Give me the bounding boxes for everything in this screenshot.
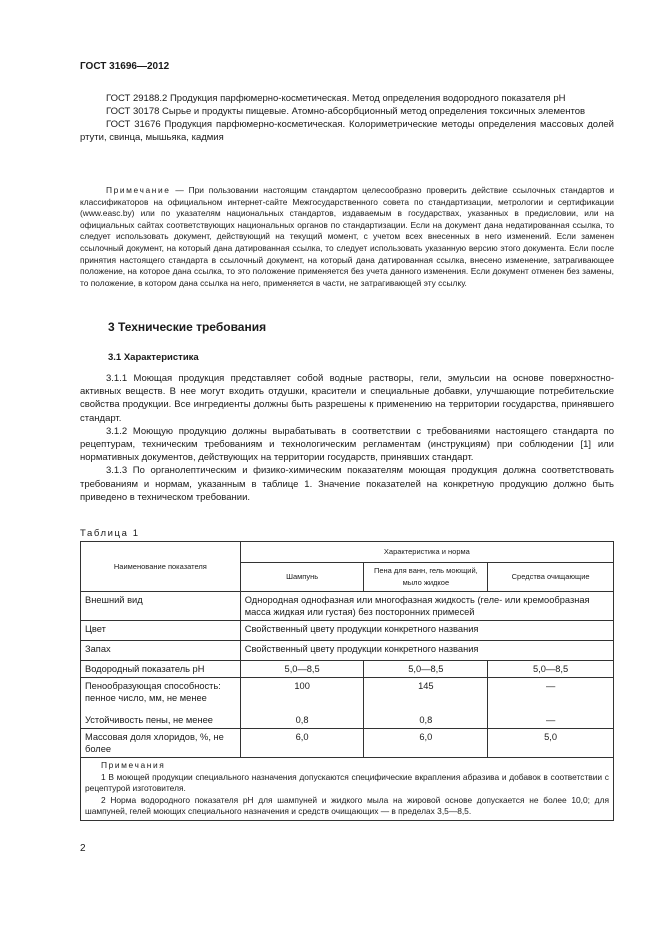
subsection-title: 3.1 Характеристика <box>108 352 199 363</box>
row-value: 5,0—8,5 <box>240 661 364 678</box>
header-foam: Пена для ванн, гель моющий, мыло жидкое <box>364 563 488 592</box>
row-value: Свойственный цвету продукции конкретного названия <box>240 621 613 641</box>
row-name: Запах <box>81 641 241 661</box>
table-row <box>81 661 614 678</box>
row-name: Устойчивость пены, не менее <box>85 715 213 725</box>
note-label: Примечание <box>106 185 171 195</box>
table-row <box>81 621 614 641</box>
row-value: 145 <box>418 681 434 691</box>
paragraph: 3.1.2 Моющую продукцию должны вырабатывать в соответствии с требованиями настоящего стандарта по рецептурам, техническим требованиям и технологическим регламентам (инструкциям) при соблюдении [1] или нормативных документов, действующих на территории государств, принявших стандарт. <box>80 425 614 464</box>
row-value: Свойственный цвету продукции конкретного названия <box>240 641 613 661</box>
reference-item: ГОСТ 29188.2 Продукция парфюмерно-косметическая. Метод определения водородного показателя рН <box>106 93 566 104</box>
row-value: 0,8 <box>419 715 433 725</box>
note-text: — При пользовании настоящим стандартом целесообразно проверить действие ссылочных стандартов и классификаторов на официальном интернет-сайте Межгосударственного совета по стандартизации, метрологии и сертификации (www.easc.by) или по указателям национальных стандартов, издаваемым в государствах, указанных в предисловии, или на официальных сайтах соответствующих национальных органов по стандартизации. Если на документ дана недатированная ссылка, то следует использовать документ, действующий на текущий момент, с учетом всех внесенных в него изменений. Если заменен ссылочный документ, на который дана датированная ссылка, то следует использовать указанную версию этого документа. Если после принятия настоящего стандарта в ссылочный документ, на который дана датированная ссылка, внесено изменение, затрагивающее положение, на которое дана ссылка, то это положение применяется без учета данного изменения. Если документ отменен без замены, то положение, в котором дана ссылка на него, применяется в части, не затрагивающей эту ссылку. <box>80 185 614 288</box>
section-title: 3 Технические требования <box>108 320 267 334</box>
row-value: — <box>545 681 556 691</box>
row-name: Цвет <box>81 621 241 641</box>
row-value: — <box>545 715 556 725</box>
row-value: Однородная однофазная или многофазная жидкость (геле- или кремообразная масса жидкая или густая) без посторонних примесей <box>240 592 613 621</box>
row-name: Массовая доля хлоридов, %, не более <box>81 729 241 758</box>
header-shampoo: Шампунь <box>240 563 364 592</box>
row-value: 100 <box>294 681 310 691</box>
table-note: 1 В моющей продукции специального назначения допускаются специфические вкрапления абразива и добавок в соответствии с рецептурой изготовителя. <box>85 771 609 793</box>
row-value: 0,8 <box>295 715 309 725</box>
row-value: 5,0 <box>488 729 614 758</box>
reference-item: ГОСТ 30178 Сырье и продукты пищевые. Атомно-абсорбционный метод определения токсичных элементов <box>106 106 586 117</box>
table-header-row <box>81 542 614 563</box>
notes-label: Примечания <box>101 760 166 770</box>
requirements-table <box>80 541 614 821</box>
paragraph: 3.1.3 По органолептическим и физико-химическим показателям моющая продукция должна соответствовать требованиям и нормам, указанным в таблице 1. Значение показателей на конкретную продукцию должно быть приведено в техническом требовании. <box>80 465 614 503</box>
standard-code-header: ГОСТ 31696—2012 <box>80 61 170 72</box>
table-row <box>81 729 614 758</box>
row-value: 6,0 <box>364 729 488 758</box>
references-note <box>80 185 614 289</box>
row-name: Внешний вид <box>81 592 241 621</box>
row-name: Водородный показатель рН <box>81 661 241 678</box>
table-row <box>81 592 614 621</box>
requirements-paragraphs <box>80 372 614 504</box>
normative-references <box>80 92 614 144</box>
table-caption: Таблица 1 <box>80 528 140 539</box>
row-value: 5,0—8,5 <box>488 661 614 678</box>
row-value: 5,0—8,5 <box>364 661 488 678</box>
table-row <box>81 641 614 661</box>
row-value: 6,0 <box>240 729 364 758</box>
header-group: Характеристика и норма <box>240 542 613 563</box>
table-notes-row <box>81 758 614 821</box>
header-cleaning: Средства очищающие <box>488 563 614 592</box>
page-number: 2 <box>80 843 86 854</box>
table-row <box>81 678 614 729</box>
table-note: 2 Норма водородного показателя рН для шампуней и жидкого мыла на жировой основе допускается не более 10,0; для шампуней, гелей моющих специального назначения и средств очищающих — в пределах 3,5—8,5. <box>85 794 609 816</box>
reference-item: ГОСТ 31676 Продукция парфюмерно-косметическая. Колориметрические методы определения массовых долей ртути, свинца, мышьяка, кадмия <box>80 119 614 143</box>
row-name: Пенообразующая способность: пенное число, мм, не менее <box>85 681 221 703</box>
header-indicator: Наименование показателя <box>81 542 241 592</box>
paragraph: 3.1.1 Моющая продукция представляет собой водные растворы, гели, эмульсии на основе поверхностно-активных веществ. В нее могут входить отдушки, красители и специальные добавки, улучшающие потребительские свойства продукции. Все ингредиенты должны быть разрешены к применению на территории государства, принявшего стандарт. <box>80 373 614 424</box>
